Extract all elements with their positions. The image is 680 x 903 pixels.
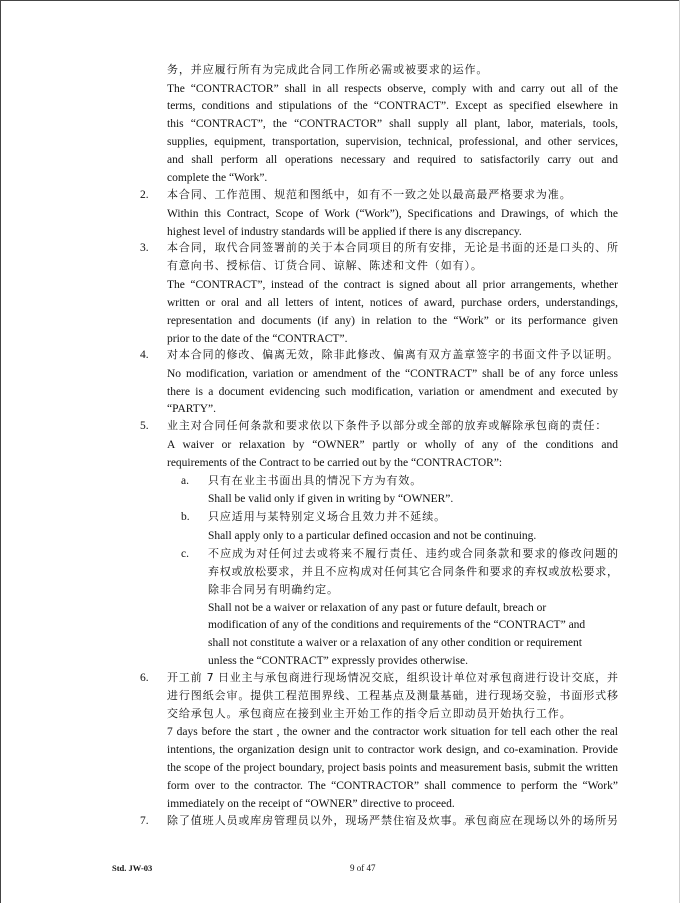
en-line: this “CONTRACT”, the “CONTRACTOR” shall supply all plant, labor, materials, tools, — [167, 118, 618, 130]
en-line: Shall be valid only if given in writing by “OWNER”. — [208, 493, 454, 505]
zh-line: 只有在业主书面出具的情况下方为有效。 — [208, 474, 423, 487]
en-line: immediately on the receipt of “OWNER” directive to proceed. — [167, 798, 455, 810]
en-line: there is a document evidencing such modification, variation or amendment and executed by — [167, 386, 618, 398]
zh-line: 交给承包人。承包商应在接到业主开始工作的指令后立即动员开始执行工作。 — [167, 707, 572, 720]
en-line: supplies, equipment, transportation, supervision, technical, professional, and other services, — [167, 136, 618, 148]
zh-line: 本合同、工作范围、规范和图纸中，如有不一致之处以最高最严格要求为准。 — [167, 188, 572, 201]
zh-line: 开工前 7 日业主与承包商进行现场情况交底，组织设计单位对承包商进行设计交底，并 — [167, 671, 618, 684]
zh-line: 进行图纸会审。提供工程范围界线、工程基点及测量基础，进行现场交验，书面形式移 — [167, 689, 618, 702]
en-line: form over to the contractor. The “CONTRACTOR” shall commence to perform the “Work” — [167, 780, 618, 792]
en-line: No modification, variation or amendment of the “CONTRACT” shall be of any force unless — [167, 368, 618, 380]
en-line: A waiver or relaxation by “OWNER” partly or wholly of any of the conditions and — [167, 439, 618, 451]
en-line: Within this Contract, Scope of Work (“Work”), Specifications and Drawings, of which the — [167, 208, 618, 220]
en-line: Shall not be a waiver or relaxation of any past or future default, breach or — [208, 602, 547, 614]
sub-item-letter: b. — [181, 511, 190, 523]
zh-line: 除了值班人员或库房管理员以外，现场严禁住宿及炊事。承包商应在现场以外的场所另 — [167, 814, 618, 827]
en-line: The “CONTRACT”, instead of the contract is signed about all prior arrangements, whether — [167, 279, 618, 291]
en-line: and shall perform all operations necessary and required to satisfactorily carry out and — [167, 154, 618, 166]
zh-line: 本合同，取代合同签署前的关于本合同项目的所有安排，无论是书面的还是口头的、所 — [167, 241, 618, 254]
sub-item-letter: c. — [181, 548, 189, 560]
page-border-left — [0, 0, 1, 903]
zh-line: 弃权或放松要求，并且不应构成对任何其它合同条件和要求的弃权或放松要求， — [208, 565, 618, 578]
en-line: “PARTY”. — [167, 403, 217, 415]
item-number: 2. — [140, 189, 149, 201]
en-line: The “CONTRACTOR” shall in all respects observe, comply with and carry out all of the — [167, 83, 618, 95]
zh-line: 不应成为对任何过去或将来不履行责任、违约或合同条款和要求的修改问题的 — [208, 547, 618, 560]
en-line: complete the “Work”. — [167, 172, 268, 184]
en-line: representation and documents (if any) in relation to the “Work” or its performance given — [167, 315, 618, 327]
en-line: unless the “CONTRACT” expressly provides otherwise. — [208, 655, 468, 667]
item-number: 5. — [140, 420, 149, 432]
zh-line: 务，并应履行所有为完成此合同工作所必需或被要求的运作。 — [167, 63, 489, 76]
item-number: 3. — [140, 242, 149, 254]
zh-line: 有意向书、授标信、订货合同、谅解、陈述和文件（如有）。 — [167, 259, 483, 272]
en-line: prior to the date of the “CONTRACT”. — [167, 333, 348, 345]
en-line: written or oral and all letters of intent, notices of award, purchase orders, understandings, — [167, 297, 618, 309]
item-number: 6. — [140, 672, 149, 684]
en-line: the scope of the project boundary, project basis points and measurement basis, submit the written — [167, 762, 618, 774]
en-line: 7 days before the start , the owner and the contractor work situation for tell each other the real — [167, 726, 618, 738]
item-number: 7. — [140, 815, 149, 827]
zh-line: 对本合同的修改、偏离无效，除非此修改、偏离有双方盖章签字的书面文件予以证明。 — [167, 348, 618, 361]
page-border-top — [0, 0, 680, 1]
zh-line: 业主对合同任何条款和要求依以下条件予以部分或全部的放弃或解除承包商的责任： — [167, 419, 608, 432]
zh-line: 只应适用与某特别定义场合且效力并不延续。 — [208, 510, 446, 523]
footer-doc-code: Std. JW-03 — [112, 863, 153, 873]
sub-item-letter: a. — [181, 475, 189, 487]
en-line: highest level of industry standards will be applied if there is any discrepancy. — [167, 226, 522, 238]
en-line: Shall apply only to a particular defined occasion and not be continuing. — [208, 530, 537, 542]
en-line: intentions, the organization design unit to contractor work design, and co-examination. Provide — [167, 744, 618, 756]
en-line: shall not constitute a waiver or a relaxation of any other condition or requirement — [208, 637, 582, 649]
en-line: modification of any of the conditions and requirements of the “CONTRACT” and — [208, 619, 586, 631]
en-line: terms, conditions and stipulations of the “CONTRACT”. Except as specified elsewhere in — [167, 100, 618, 112]
en-line: requirements of the Contract to be carried out by the “CONTRACTOR”: — [167, 457, 503, 469]
item-number: 4. — [140, 349, 149, 361]
zh-line: 除非合同另有明确约定。 — [208, 583, 339, 596]
footer-page-number: 9 of 47 — [350, 863, 376, 873]
